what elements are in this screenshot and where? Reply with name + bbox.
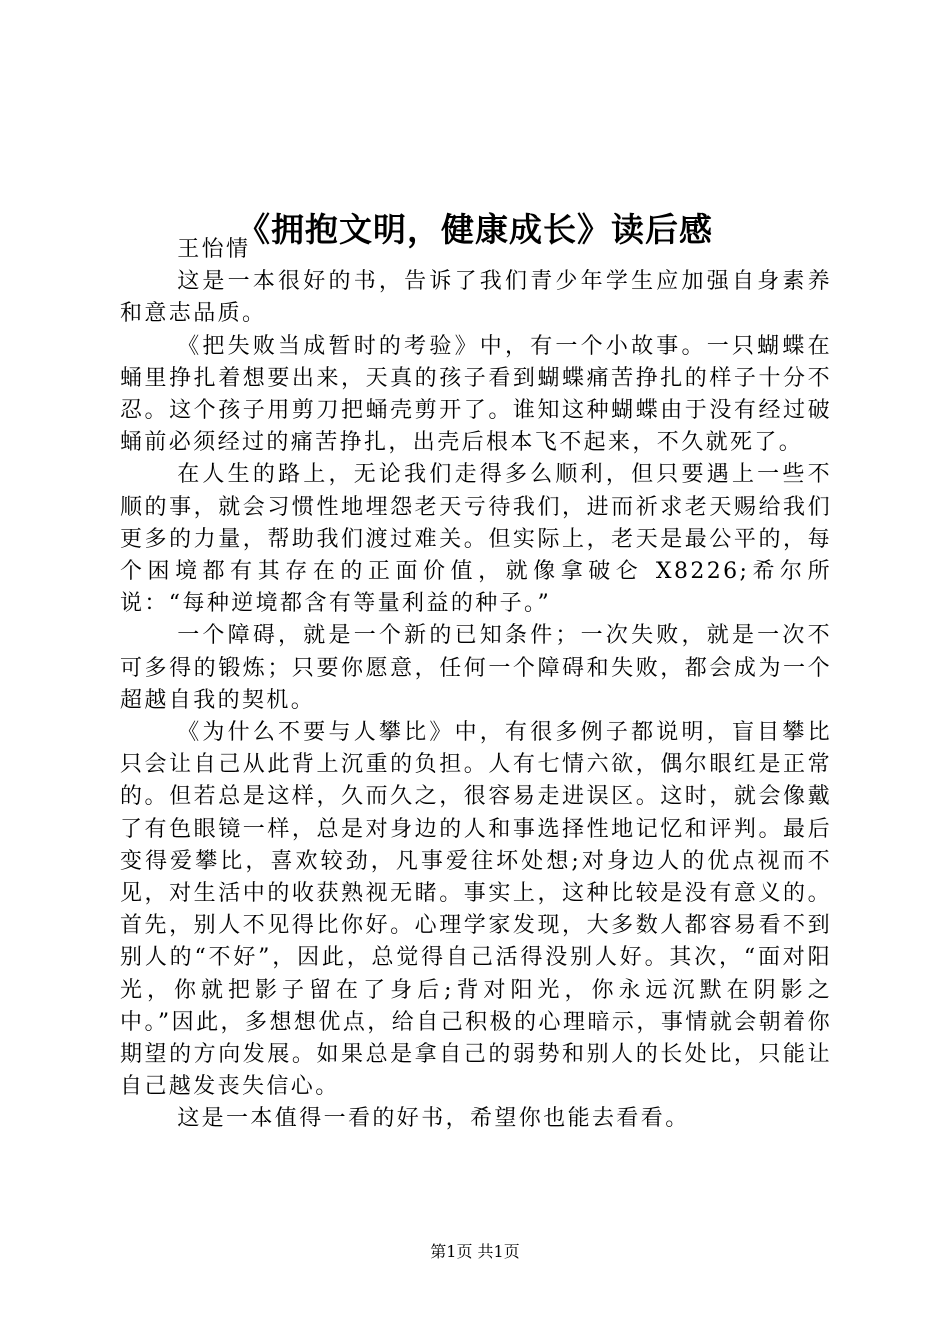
- paragraph-2: 《把失败当成暂时的考验》中，有一个小故事。一只蝴蝶在蛹里挣扎着想要出来，天真的孩子看到蝴蝶痛苦挣扎的样子十分不忍。这个孩子用剪刀把蛹壳剪开了。谁知这种蝴蝶由于没有经过破蛹前必须经过的痛苦挣扎，出壳后根本飞不起来，不久就死了。: [120, 333, 832, 456]
- document-title: 《拥抱文明，健康成长》读后感: [237, 210, 713, 250]
- author-name: 王怡情: [177, 237, 251, 262]
- page-number-footer: 第1页 共1页: [430, 1242, 520, 1261]
- document-body: [120, 234, 832, 1136]
- paragraph-5: 《为什么不要与人攀比》中，有很多例子都说明，盲目攀比只会让自己从此背上沉重的负担。人有七情六欲，偶尔眼红是正常的。但若总是这样，久而久之，很容易走进误区。这时，就会像戴了有色眼镜一样，总是对身边的人和事选择性地记忆和评判。最后变得爱攀比，喜欢较劲，凡事爱往坏处想;对身边人的优点视而不见，对生活中的收获熟视无睹。事实上，这种比较是没有意义的。首先，别人不见得比你好。心理学家发现，大多数人都容易看不到别人的“不好”，因此，总觉得自己活得没别人好。其次，“面对阳光，你就把影子留在了身后;背对阳光，你永远沉默在阴影之中。”因此，多想想优点，给自己积极的心理暗示，事情就会朝着你期望的方向发展。如果总是拿自己的弱势和别人的长处比，只能让自己越发丧失信心。: [120, 720, 832, 1100]
- paragraph-6: 这是一本值得一看的好书，希望你也能去看看。: [177, 1106, 690, 1132]
- paragraph-1: 这是一本很好的书，告诉了我们青少年学生应加强自身素养和意志品质。: [120, 269, 832, 327]
- paragraph-3: 在人生的路上，无论我们走得多么顺利，但只要遇上一些不顺的事，就会习惯性地埋怨老天亏待我们，进而祈求老天赐给我们更多的力量，帮助我们渡过难关。但实际上，老天是最公平的，每个困境都有其存在的正面价值，就像拿破仑 X8226;希尔所说：“每种逆境都含有等量利益的种子。”: [120, 462, 832, 617]
- paragraph-4: 一个障碍，就是一个新的已知条件；一次失败，就是一次不可多得的锻炼；只要你愿意，任何一个障碍和失败，都会成为一个超越自我的契机。: [120, 623, 832, 713]
